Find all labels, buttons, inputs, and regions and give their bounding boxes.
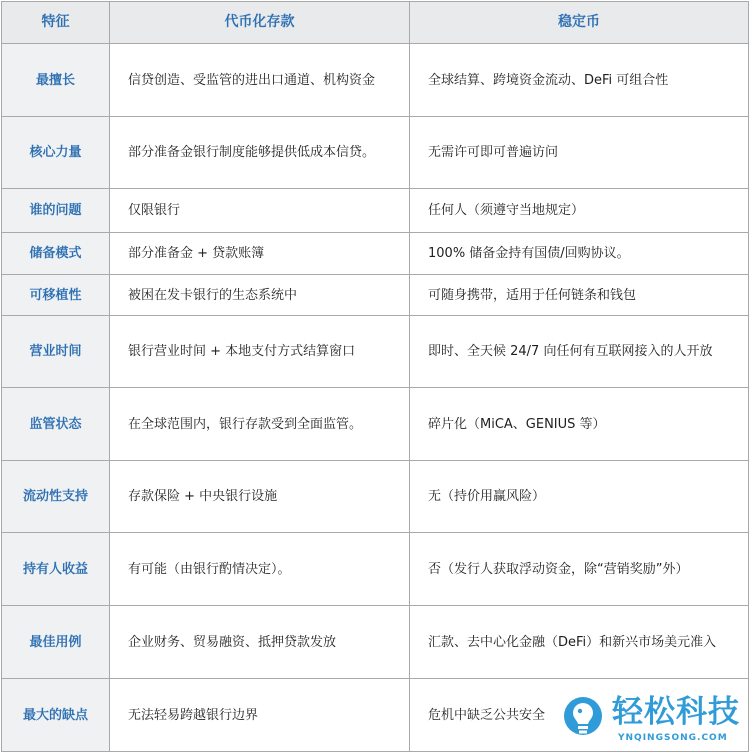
row-stablecoin: 任何人（须遵守当地规定） (410, 189, 749, 233)
row-stablecoin: 否（发行人获取浮动资金，除“营销奖励”外） (410, 533, 749, 606)
row-feature: 最擅长 (2, 44, 110, 117)
header-stablecoins: 稳定币 (410, 2, 749, 44)
table-row (2, 44, 749, 117)
row-tokenized: 部分准备金 + 贷款账簿 (110, 233, 410, 275)
row-stablecoin: 汇款、去中心化金融（DeFi）和新兴市场美元准入 (410, 606, 749, 679)
row-stablecoin: 碎片化（MiCA、GENIUS 等） (410, 388, 749, 461)
row-stablecoin: 全球结算、跨境资金流动、DeFi 可组合性 (410, 44, 749, 117)
row-tokenized: 企业财务、贸易融资、抵押贷款发放 (110, 606, 410, 679)
row-feature: 储备模式 (2, 233, 110, 275)
row-feature: 流动性支持 (2, 461, 110, 533)
table-row (2, 533, 749, 606)
row-tokenized: 有可能（由银行酌情决定）。 (110, 533, 410, 606)
table-row (2, 275, 749, 316)
header-tokenized-deposits: 代币化存款 (110, 2, 410, 44)
row-stablecoin: 即时、全天候 24/7 向任何有互联网接入的人开放 (410, 316, 749, 388)
row-feature: 核心力量 (2, 117, 110, 189)
row-tokenized: 部分准备金银行制度能够提供低成本信贷。 (110, 117, 410, 189)
row-tokenized: 被困在发卡银行的生态系统中 (110, 275, 410, 316)
table-row (2, 233, 749, 275)
lightbulb-logo-icon (558, 694, 608, 744)
row-tokenized: 无法轻易跨越银行边界 (110, 679, 410, 752)
row-feature: 最佳用例 (2, 606, 110, 679)
row-stablecoin: 可随身携带，适用于任何链条和钱包 (410, 275, 749, 316)
header-feature: 特征 (2, 2, 110, 44)
row-feature: 可移植性 (2, 275, 110, 316)
table-row (2, 461, 749, 533)
table-row (2, 316, 749, 388)
comparison-table (1, 1, 749, 752)
row-tokenized: 仅限银行 (110, 189, 410, 233)
watermark-url: YNQINGSONG.COM (618, 733, 728, 743)
table-row (2, 606, 749, 679)
table-row (2, 189, 749, 233)
row-tokenized: 信贷创造、受监管的进出口通道、机构资金 (110, 44, 410, 117)
row-feature: 最大的缺点 (2, 679, 110, 752)
row-feature: 营业时间 (2, 316, 110, 388)
table-row (2, 388, 749, 461)
row-tokenized: 在全球范围内，银行存款受到全面监管。 (110, 388, 410, 461)
row-feature: 监管状态 (2, 388, 110, 461)
watermark (558, 692, 744, 748)
row-stablecoin: 100% 储备金持有国债/回购协议。 (410, 233, 749, 275)
row-stablecoin: 无（持价用赢风险） (410, 461, 749, 533)
row-feature: 谁的问题 (2, 189, 110, 233)
row-stablecoin: 危机中缺乏公共安全 (410, 679, 749, 752)
table-row (2, 117, 749, 189)
header-row (2, 2, 749, 44)
row-tokenized: 银行营业时间 + 本地支付方式结算窗口 (110, 316, 410, 388)
watermark-name: 轻松科技 (612, 694, 740, 730)
row-tokenized: 存款保险 + 中央银行设施 (110, 461, 410, 533)
row-feature: 持有人收益 (2, 533, 110, 606)
row-stablecoin: 无需许可即可普遍访问 (410, 117, 749, 189)
